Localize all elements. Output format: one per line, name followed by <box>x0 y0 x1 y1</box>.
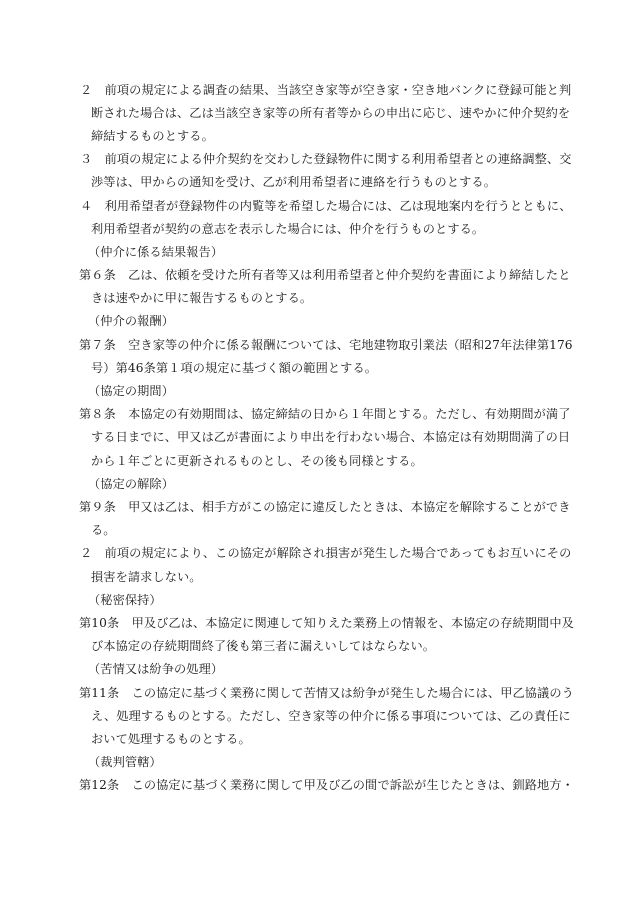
text-line: 断された場合は、乙は当該空き家等の所有者等からの申出に応じ、速やかに仲介契約を <box>91 106 571 120</box>
article-line: 第６条 乙は、依頼を受けた所有者等又は利用希望者と仲介契約を書面により締結したと <box>79 268 571 282</box>
article-line: 第９条 甲又は乙は、相手方がこの協定に違反したときは、本協定を解除することができ <box>79 500 571 514</box>
text-line: ２ 前項の規定による調査の結果、当該空き家等が空き家・空き地バンクに登録可能と判 <box>80 83 572 97</box>
article-line: 第７条 空き家等の仲介に係る報酬については、宅地建物取引業法（昭和27年法律第176 <box>79 338 573 352</box>
article-line: 第10条 甲及び乙は、本協定に関連して知りえた業務上の情報を、本協定の存続期間中及 <box>79 616 574 630</box>
section-heading: （仲介の報酬） <box>88 314 175 328</box>
article-line: 第12条 この協定に基づく業務に関して甲及び乙の間で訴訟が生じたときは、釧路地方・ <box>79 778 574 792</box>
text-line: び本協定の存続期間終了後も第三者に漏えいしてはならない。 <box>91 639 436 653</box>
text-line: 利用希望者が契約の意志を表示した場合には、仲介を行うものとする。 <box>91 222 485 236</box>
section-heading: （仲介に係る結果報告） <box>88 245 224 259</box>
text-line: おいて処理するものとする。 <box>91 732 251 746</box>
text-line: する日までに、甲又は乙が書面により申出を行わない場合、本協定は有効期間満了の日 <box>91 430 571 444</box>
text-line: ２ 前項の規定により、この協定が解除され損害が発生した場合であってもお互いにその <box>80 546 572 560</box>
text-line: え、処理するものとする。ただし、空き家等の仲介に係る事項については、乙の責任に <box>91 709 571 723</box>
text-line: ４ 利用希望者が登録物件の内覧等を希望した場合には、乙は現地案内を行うとともに、 <box>80 199 572 213</box>
text-line: きは速やかに甲に報告するものとする。 <box>91 291 313 305</box>
text-line: から１年ごとに更新されるものとし、その後も同様とする。 <box>91 454 423 468</box>
text-line: ３ 前項の規定による仲介契約を交わした登録物件に関する利用希望者との連絡調整、交 <box>80 152 572 166</box>
text-line: 締結するものとする。 <box>91 129 214 143</box>
section-heading: （協定の解除） <box>88 477 175 491</box>
text-line: 渉等は、甲からの通知を受け、乙が利用希望者に連絡を行うものとする。 <box>91 175 496 189</box>
section-heading: （裁判管轄） <box>88 755 162 769</box>
text-line: 号）第46条第１項の規定に基づく額の範囲とする。 <box>91 361 378 375</box>
article-line: 第８条 本協定の有効期間は、協定締結の日から１年間とする。ただし、有効期間が満了 <box>79 407 571 421</box>
section-heading: （協定の期間） <box>88 384 175 398</box>
article-line: 第11条 この協定に基づく業務に関して苦情又は紛争が発生した場合には、甲乙協議のう <box>79 686 574 700</box>
text-line: 損害を請求しない。 <box>91 570 202 584</box>
section-heading: （秘密保持） <box>88 593 162 607</box>
section-heading: （苦情又は紛争の処理） <box>88 662 224 676</box>
text-line: る。 <box>91 523 116 537</box>
